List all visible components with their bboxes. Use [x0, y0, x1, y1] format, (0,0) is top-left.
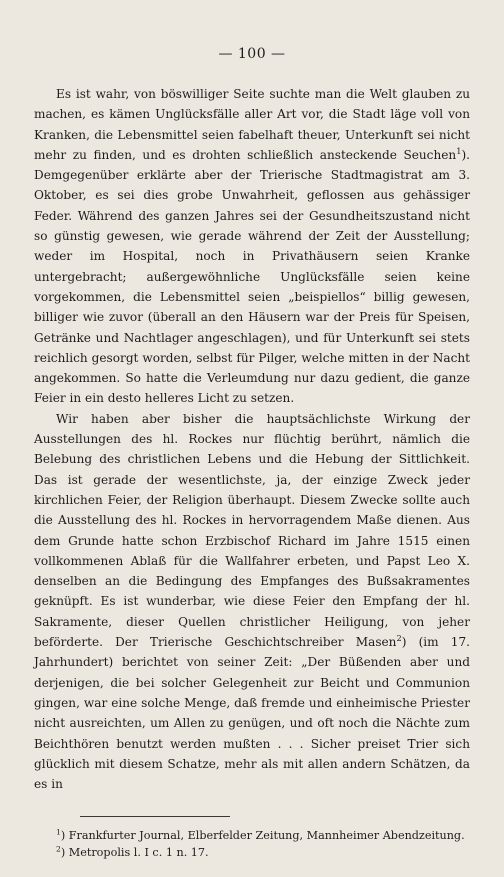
footnote-reference: 1 — [456, 145, 462, 156]
paragraph-text: ) (im 17. Jahrhundert) berichtet von seiner Zeit: „Der Büßenden aber und derjenigen, die bei solcher Gelegenheit zur Beicht und Communion gingen, war eine solche Menge, daß fremde und einheimische Priester nicht ausreichten, um Allen zu genügen, und oft noch die Nächte zum Beichthören benutzt werden mußten . . . Sicher preiset Trier sich glücklich mit diesem Schatze, mehr als mit allen andern Schätzen, da es in — [34, 635, 470, 792]
paragraph-text: ). Demgegenüber erklärte aber der Trierische Stadtmagistrat am 3. Oktober, es sei dies grobe Unwahrheit, geflossen aus gehässiger Feder. Während des ganzen Jahres sei der Gesundheitszustand nicht so günstig gewesen, wie gerade während der Zeit der Ausstellung; weder im Hospital, noch in Privathäusern seien Kranke untergebracht; außergewöhnliche Unglücksfälle seien keine vorgekommen, die Lebensmittel seien „beispiellos“ billig gewesen, billiger wie zuvor (überall an den Häusern war der Preis für Speisen, Getränke und Nachtlager angeschlagen), und für Unterkunft sei stets reichlich gesorgt worden, selbst für Pilger, welche mitten in der Nacht angekommen. So hatte die Verleumdung nur dazu gedient, die ganze Feier in ein desto helleres Licht zu setzen. — [34, 147, 470, 406]
footnote-mark: 2 — [56, 844, 61, 854]
paragraph-text: Es ist wahr, von böswilliger Seite suchte man die Welt glauben zu machen, es kämen Unglücksfälle aller Art vor, die Stadt läge voll von Kranken, die Lebensmittel seien fabelhaft theuer, Unterkunft sei nicht mehr zu finden, und es drohten schließlich ansteckende Seuchen — [34, 87, 470, 162]
footnote-text: ) Metropolis l. I c. 1 n. 17. — [60, 846, 209, 860]
footnote-divider — [80, 816, 230, 817]
body-text — [34, 84, 470, 794]
footnote — [34, 827, 470, 844]
page-number: — 100 — — [218, 46, 286, 62]
footnotes — [34, 827, 470, 861]
footnote-reference: 2 — [396, 632, 402, 643]
paragraph — [34, 84, 470, 409]
paragraph — [34, 409, 470, 795]
footnote-text: ) Frankfurter Journal, Elberfelder Zeitung, Mannheimer Abendzeitung. — [60, 829, 465, 843]
footnote — [34, 844, 470, 861]
footnote-mark: 1 — [56, 827, 61, 837]
paragraph-text: Wir haben aber bisher die hauptsächlichste Wirkung der Ausstellungen des hl. Rockes nur flüchtig berührt, nämlich die Belebung des christlichen Lebens und die Hebung der Sittlichkeit. Das ist gerade der wesentlichste, ja, der einzige Zweck jeder kirchlichen Feier, der Religion überhaupt. Diesem Zwecke sollte auch die Ausstellung des hl. Rockes in hervorragendem Maße dienen. Aus dem Grunde hatte schon Erzbischof Richard im Jahre 1515 einen vollkommenen Ablaß für die Wallfahrer erbeten, und Papst Leo X. denselben an die Bedingung des Empfanges des Bußsakramentes geknüpft. Es ist wunderbar, wie diese Feier den Empfang der hl. Sakramente, dieser Quellen christlicher Heiligung, von jeher beförderte. Der Trierische Geschichtschreiber Masen — [34, 411, 470, 650]
